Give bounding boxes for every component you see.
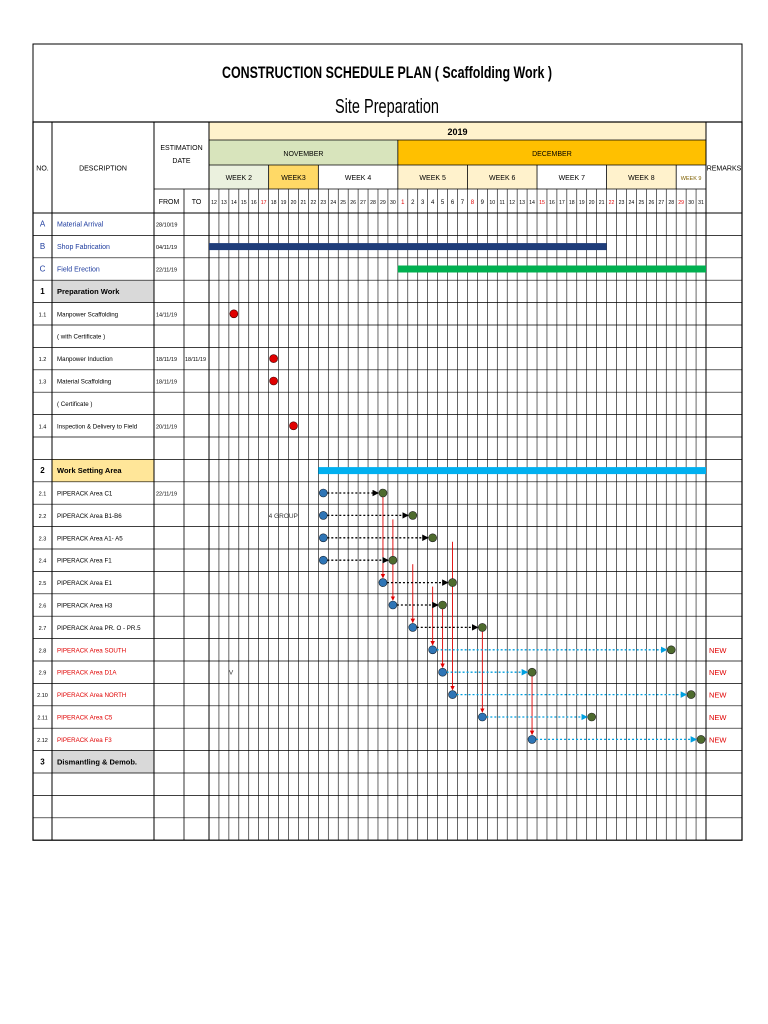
day-label: 2: [411, 200, 415, 206]
task-start-node: [409, 623, 417, 631]
task-end-node: [429, 534, 437, 542]
task-start-node: [319, 556, 327, 564]
day-label: 18: [270, 200, 277, 206]
row-description: Field Erection: [57, 266, 100, 274]
header-from: FROM: [158, 199, 180, 206]
task-end-node: [697, 735, 705, 743]
year-label: 2019: [447, 127, 468, 137]
day-label: 6: [450, 200, 455, 206]
day-label: 1: [401, 200, 405, 206]
row-description: PIPERACK Area C5: [57, 714, 113, 722]
row-from-date: 14/11/19: [156, 312, 178, 319]
row-number: 2.1: [38, 491, 47, 498]
milestone-marker: [289, 422, 297, 430]
day-label: 17: [260, 200, 267, 206]
month-label: DECEMBER: [532, 151, 572, 158]
row-to-date: 18/11/19: [185, 357, 207, 364]
day-label: 30: [688, 200, 694, 206]
row-description: Work Setting Area: [57, 466, 122, 476]
day-label: 9: [480, 200, 485, 206]
task-start-node: [319, 511, 327, 519]
task-end-node: [667, 646, 675, 654]
week-label: WEEK 2: [225, 175, 253, 182]
row-from-date: 22/11/19: [156, 491, 178, 498]
day-label: 4: [430, 200, 435, 206]
schedule-title: CONSTRUCTION SCHEDULE PLAN ( Scaffolding Work ): [222, 63, 552, 82]
remark-new: NEW: [709, 735, 727, 745]
day-label: 28: [370, 200, 376, 206]
row-description: PIPERACK Area E1: [57, 580, 113, 588]
week-label: WEEK 9: [680, 176, 702, 182]
gantt-bar: [318, 467, 706, 474]
day-label: 21: [598, 200, 605, 206]
day-label: 24: [628, 200, 635, 206]
schedule-subtitle: Site Preparation: [335, 96, 439, 118]
remark-new: NEW: [709, 668, 727, 678]
row-number: 2.6: [38, 603, 47, 610]
row-description: Manpower Scaffolding: [57, 311, 119, 319]
task-end-node: [409, 511, 417, 519]
day-label: 3: [421, 200, 425, 206]
task-end-node: [439, 601, 447, 609]
row-number: 1.2: [38, 357, 47, 364]
day-label: 21: [300, 200, 307, 206]
day-label: 27: [658, 200, 665, 206]
day-label: 20: [290, 200, 297, 206]
row-from-date: 20/11/19: [156, 424, 178, 431]
row-description: PIPERACK Area F3: [57, 736, 112, 744]
day-label: 15: [240, 200, 247, 206]
row-description: ( with Certificate ): [57, 333, 106, 341]
row-description: PIPERACK Area NORTH: [57, 692, 127, 700]
row-description: Shop Fabrication: [57, 244, 110, 252]
day-label: 25: [340, 200, 347, 206]
row-number: 2.7: [38, 625, 47, 632]
row-number: 2.11: [37, 715, 48, 722]
gantt-bar: [209, 243, 607, 250]
chart-annotation: 4 GROUP: [268, 512, 298, 520]
header-no: NO.: [36, 165, 49, 173]
day-label: 8: [470, 200, 475, 206]
task-end-node: [588, 713, 596, 721]
week-label: WEEK 8: [628, 175, 655, 182]
day-label: 19: [578, 200, 585, 206]
day-label: 29: [380, 200, 386, 206]
day-label: 18: [568, 200, 575, 206]
header-remarks: REMARKS: [706, 165, 742, 173]
header-to: TO: [191, 199, 202, 206]
row-from-date: 18/11/19: [156, 357, 178, 364]
row-number: 2.10: [37, 693, 48, 700]
row-description: PIPERACK Area C1: [57, 490, 113, 498]
day-label: 22: [608, 200, 615, 206]
header-estimation: ESTIMATION: [160, 145, 203, 152]
row-description: Material Arrival: [57, 221, 104, 229]
task-start-node: [528, 735, 536, 743]
day-label: 30: [389, 200, 396, 206]
row-number: 2: [40, 466, 45, 476]
header-date: DATE: [172, 158, 191, 165]
task-start-node: [319, 489, 327, 497]
row-from-date: 18/11/19: [156, 379, 178, 386]
day-label: 31: [698, 200, 704, 206]
row-number: 1.3: [38, 379, 47, 386]
title-block: [33, 44, 742, 122]
row-description: PIPERACK Area D1A: [57, 669, 117, 677]
day-label: 12: [211, 200, 217, 206]
day-label: 23: [320, 200, 327, 206]
row-number: 3: [40, 757, 45, 767]
row-description: Material Scaffolding: [57, 378, 112, 386]
row-number: B: [39, 242, 46, 252]
day-label: 26: [350, 200, 357, 206]
task-end-node: [449, 579, 457, 587]
day-label: 14: [230, 200, 237, 206]
month-label: NOVEMBER: [283, 151, 324, 158]
week-label: WEEK 5: [419, 175, 446, 182]
row-number: C: [39, 264, 46, 274]
row-description: Dismantling & Demob.: [57, 757, 138, 767]
header-description: DESCRIPTION: [79, 165, 127, 173]
task-end-node: [379, 489, 387, 497]
day-label: 16: [250, 200, 257, 206]
task-start-node: [319, 534, 327, 542]
row-from-date: 22/11/19: [156, 267, 178, 274]
task-start-node: [389, 601, 397, 609]
day-label: 23: [618, 200, 625, 206]
row-number: 1: [40, 286, 45, 296]
row-description: PIPERACK Area H3: [57, 602, 113, 610]
day-label: 7: [460, 200, 465, 206]
task-end-node: [687, 691, 695, 699]
row-number: 2.8: [38, 648, 47, 655]
task-start-node: [379, 579, 387, 587]
task-start-node: [429, 646, 437, 654]
row-description: PIPERACK Area A1- A5: [57, 535, 123, 543]
day-label: 16: [549, 200, 555, 206]
day-label: 13: [221, 200, 227, 206]
day-label: 24: [330, 200, 337, 206]
row-description: PIPERACK Area F1: [57, 557, 112, 565]
day-label: 10: [489, 200, 496, 206]
day-label: 27: [360, 200, 366, 206]
day-label: 12: [509, 200, 516, 206]
day-label: 17: [558, 200, 565, 206]
remark-new: NEW: [709, 713, 727, 722]
row-description: PIPERACK Area PR. O - PR.5: [57, 624, 141, 632]
task-start-node: [449, 691, 457, 699]
day-label: 13: [519, 200, 526, 206]
row-number: 1.1: [38, 312, 47, 319]
gantt-bar: [398, 266, 706, 273]
day-label: 20: [588, 200, 595, 206]
week-label: WEEK3: [281, 175, 306, 182]
row-description: Preparation Work: [57, 286, 120, 296]
row-from-date: 28/10/19: [156, 222, 178, 229]
row-number: 2.3: [38, 536, 47, 543]
row-number: 1.4: [38, 424, 47, 431]
row-number: 2.12: [37, 737, 48, 744]
week-label: WEEK 6: [489, 175, 516, 182]
task-end-node: [389, 556, 397, 564]
day-label: 22: [310, 200, 317, 206]
day-label: 19: [280, 200, 287, 206]
row-description: Manpower Induction: [57, 356, 113, 364]
milestone-marker: [270, 377, 278, 385]
week-label: WEEK 4: [344, 175, 372, 182]
row-number: A: [39, 219, 46, 229]
day-label: 25: [638, 200, 645, 206]
day-label: 26: [648, 200, 655, 206]
row-description: Inspection & Delivery to Field: [57, 423, 138, 431]
row-description: PIPERACK Area SOUTH: [57, 647, 127, 655]
row-from-date: 04/11/19: [156, 245, 178, 252]
row-number: 2.4: [38, 558, 47, 565]
milestone-marker: [270, 355, 278, 363]
remark-new: NEW: [709, 690, 727, 700]
milestone-marker: [230, 310, 238, 318]
task-start-node: [439, 668, 447, 676]
day-label: 29: [678, 200, 685, 206]
day-label: 11: [499, 200, 505, 206]
row-number: 2.2: [38, 513, 47, 520]
week-label: WEEK 7: [558, 175, 586, 182]
task-end-node: [528, 668, 536, 676]
row-number: 2.9: [38, 670, 47, 677]
row-description: PIPERACK Area B1-B6: [57, 512, 122, 520]
row-number: 2.5: [38, 581, 47, 588]
day-label: 28: [668, 200, 675, 206]
task-start-node: [478, 713, 486, 721]
row-description: ( Certificate ): [57, 400, 93, 408]
day-label: 15: [539, 200, 545, 206]
task-end-node: [478, 623, 486, 631]
day-label: 5: [440, 200, 445, 206]
day-label: 14: [529, 200, 535, 206]
remark-new: NEW: [709, 645, 727, 655]
chart-annotation: V: [228, 669, 234, 677]
